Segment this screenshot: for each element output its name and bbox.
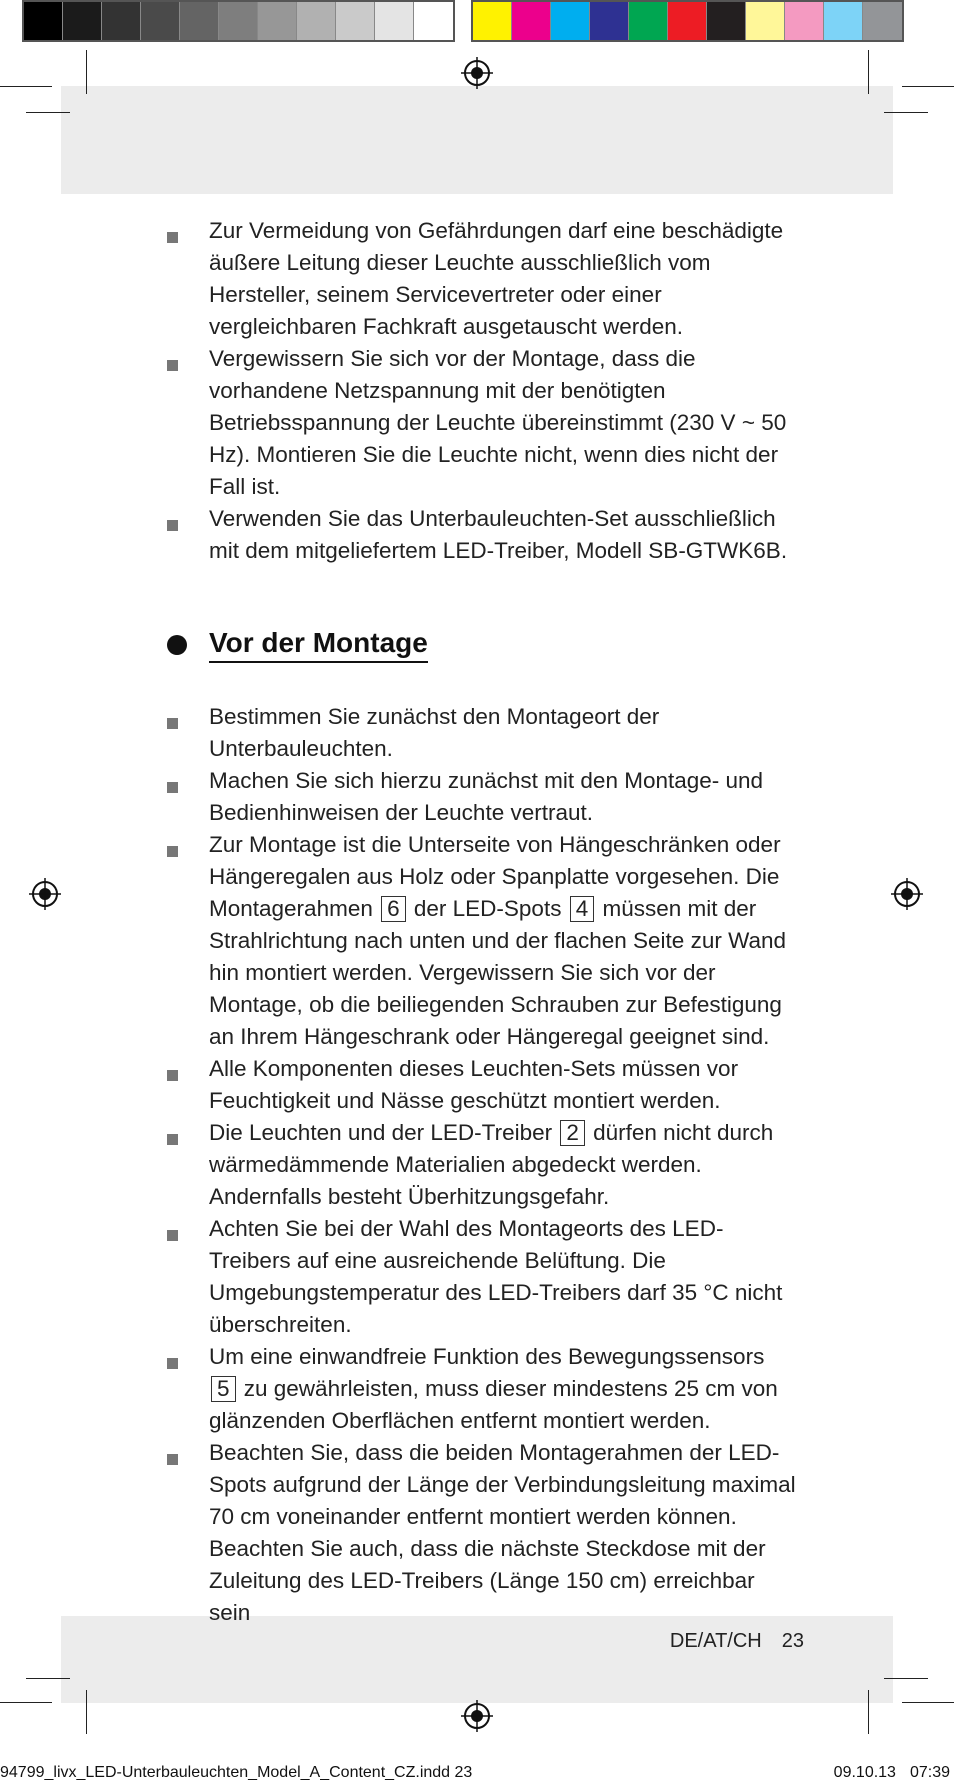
list-item — [167, 1437, 797, 1629]
gray-swatch — [258, 2, 297, 40]
list-item: Verwenden Sie das Unterbauleuchten-Set ausschließlich mit dem mitgeliefertem LED-Treiber, Modell SB-GTWK6B. — [167, 503, 797, 567]
list-item — [167, 1341, 797, 1437]
list-item-text: Um eine einwandfreie Funktion des Bewegungssensors — [209, 1344, 765, 1369]
part-reference-badge: 5 — [211, 1376, 236, 1402]
color-swatch — [551, 2, 590, 40]
list-item: Vergewissern Sie sich vor der Montage, dass die vorhandene Netzspannung mit der benötigten Betriebsspannung der Leuchte übereinstimmt (230 V ~ 50 Hz). Montieren Sie die Leuchte nicht, wenn dies nicht der Fall ist. — [167, 343, 797, 503]
crop-mark — [868, 1690, 869, 1734]
slug-time: 07:39 — [909, 1764, 950, 1781]
registration-mark-icon — [461, 57, 493, 89]
gray-swatch — [375, 2, 414, 40]
list-item-text: Bestimmen Sie zunächst den Montageort der Unterbauleuchten. — [209, 704, 660, 761]
registration-mark-icon — [891, 878, 923, 910]
list-item — [167, 701, 797, 765]
crop-mark — [26, 1678, 70, 1679]
region-label: DE/AT/CH — [669, 1630, 762, 1652]
gray-swatch — [414, 2, 453, 40]
color-swatch — [785, 2, 824, 40]
crop-mark — [884, 112, 928, 113]
color-swatch — [629, 2, 668, 40]
registration-mark-icon — [29, 878, 61, 910]
section-title: Vor der Montage — [209, 627, 428, 663]
intro-bullet-list — [167, 215, 797, 567]
list-item-text: Beachten Sie, dass die beiden Montagerahmen der LED-Spots aufgrund der Länge der Verbindungsleitung maximal 70 cm voneinander entfernt montiert werden können. Beachten Sie auch, dass die nächste Steckdose mit der Zuleitung des LED-Treibers (Länge 150 cm) erreichbar sein — [209, 1440, 796, 1625]
list-item-text: Die Leuchten und der LED-Treiber — [209, 1120, 559, 1145]
page-footer — [670, 1630, 804, 1653]
color-swatch — [473, 2, 512, 40]
part-reference-badge: 2 — [560, 1120, 585, 1146]
color-swatches — [471, 0, 904, 42]
page-content — [167, 215, 797, 1629]
color-swatch — [746, 2, 785, 40]
gray-swatch — [297, 2, 336, 40]
crop-mark — [902, 1702, 954, 1703]
gray-swatch — [141, 2, 180, 40]
list-item-text: Machen Sie sich hierzu zunächst mit den Montage- und Bedienhinweisen der Leuchte vertraut. — [209, 768, 764, 825]
list-item-text: müssen mit der Strahlrichtung nach unten und der flachen Seite zur Wand hin montiert werden. Vergewissern Sie sich vor der Montage, ob die beiliegenden Schrauben zur Befestigung an Ihrem Hängeschrank oder Hängeregal geeignet sind. — [209, 896, 787, 1049]
gray-swatch — [24, 2, 63, 40]
color-swatch — [512, 2, 551, 40]
crop-mark — [26, 112, 70, 113]
list-item-text: dürfen nicht durch wärmedämmende Materialien abgedeckt werden. Andernfalls besteht Überhitzungsgefahr. — [209, 1120, 774, 1209]
list-item: Zur Vermeidung von Gefährdungen darf eine beschädigte äußere Leitung dieser Leuchte ausschließlich vom Hersteller, seinem Servicevertreter oder einer vergleichbaren Fachkraft ausgetauscht werden. — [167, 215, 797, 343]
section-bullet-list — [167, 701, 797, 1629]
gray-swatch — [63, 2, 102, 40]
list-item — [167, 1117, 797, 1213]
list-item-text: zu gewährleisten, muss dieser mindestens 25 cm von glänzenden Oberflächen entfernt montiert werden. — [209, 1376, 778, 1433]
section-heading — [167, 627, 797, 663]
list-item-text: Alle Komponenten dieses Leuchten-Sets müssen vor Feuchtigkeit und Nässe geschützt montiert werden. — [209, 1056, 739, 1113]
crop-mark — [0, 86, 52, 87]
color-swatch — [668, 2, 707, 40]
page-number: 23 — [781, 1630, 804, 1652]
header-band — [61, 86, 893, 194]
gray-swatch — [102, 2, 141, 40]
registration-mark-icon — [461, 1700, 493, 1732]
list-item-text: Achten Sie bei der Wahl des Montageorts des LED-Treibers auf eine ausreichende Belüftung. Die Umgebungstemperatur des LED-Treibers darf 35 °C nicht überschreiten. — [209, 1216, 783, 1337]
color-swatch — [824, 2, 863, 40]
color-calibration-bar — [22, 0, 904, 42]
list-item — [167, 765, 797, 829]
grayscale-swatches — [22, 0, 455, 42]
gray-swatch — [180, 2, 219, 40]
slug-filename: 94799_livx_LED-Unterbauleuchten_Model_A_Content_CZ.indd 23 — [0, 1764, 473, 1781]
list-item — [167, 829, 797, 1053]
color-swatch — [863, 2, 902, 40]
gray-swatch — [219, 2, 258, 40]
part-reference-badge: 4 — [570, 896, 595, 922]
part-reference-badge: 6 — [381, 896, 406, 922]
crop-mark — [868, 50, 869, 94]
crop-mark — [0, 1702, 52, 1703]
gray-swatch — [336, 2, 375, 40]
list-item — [167, 1053, 797, 1117]
crop-mark — [86, 1690, 87, 1734]
crop-mark — [902, 86, 954, 87]
slug-date: 09.10.13 — [833, 1764, 896, 1781]
list-item — [167, 1213, 797, 1341]
color-swatch — [707, 2, 746, 40]
crop-mark — [884, 1678, 928, 1679]
list-item-text: der LED-Spots — [407, 896, 568, 921]
color-swatch — [590, 2, 629, 40]
bullet-dot-icon — [167, 635, 187, 655]
slug-timestamp — [834, 1764, 950, 1782]
list-item-text: Zur Montage ist die Unterseite von Hängeschränken oder Hängeregalen aus Holz oder Spanplatte vorgesehen. Die Montagerahmen — [209, 832, 781, 921]
crop-mark — [86, 50, 87, 94]
